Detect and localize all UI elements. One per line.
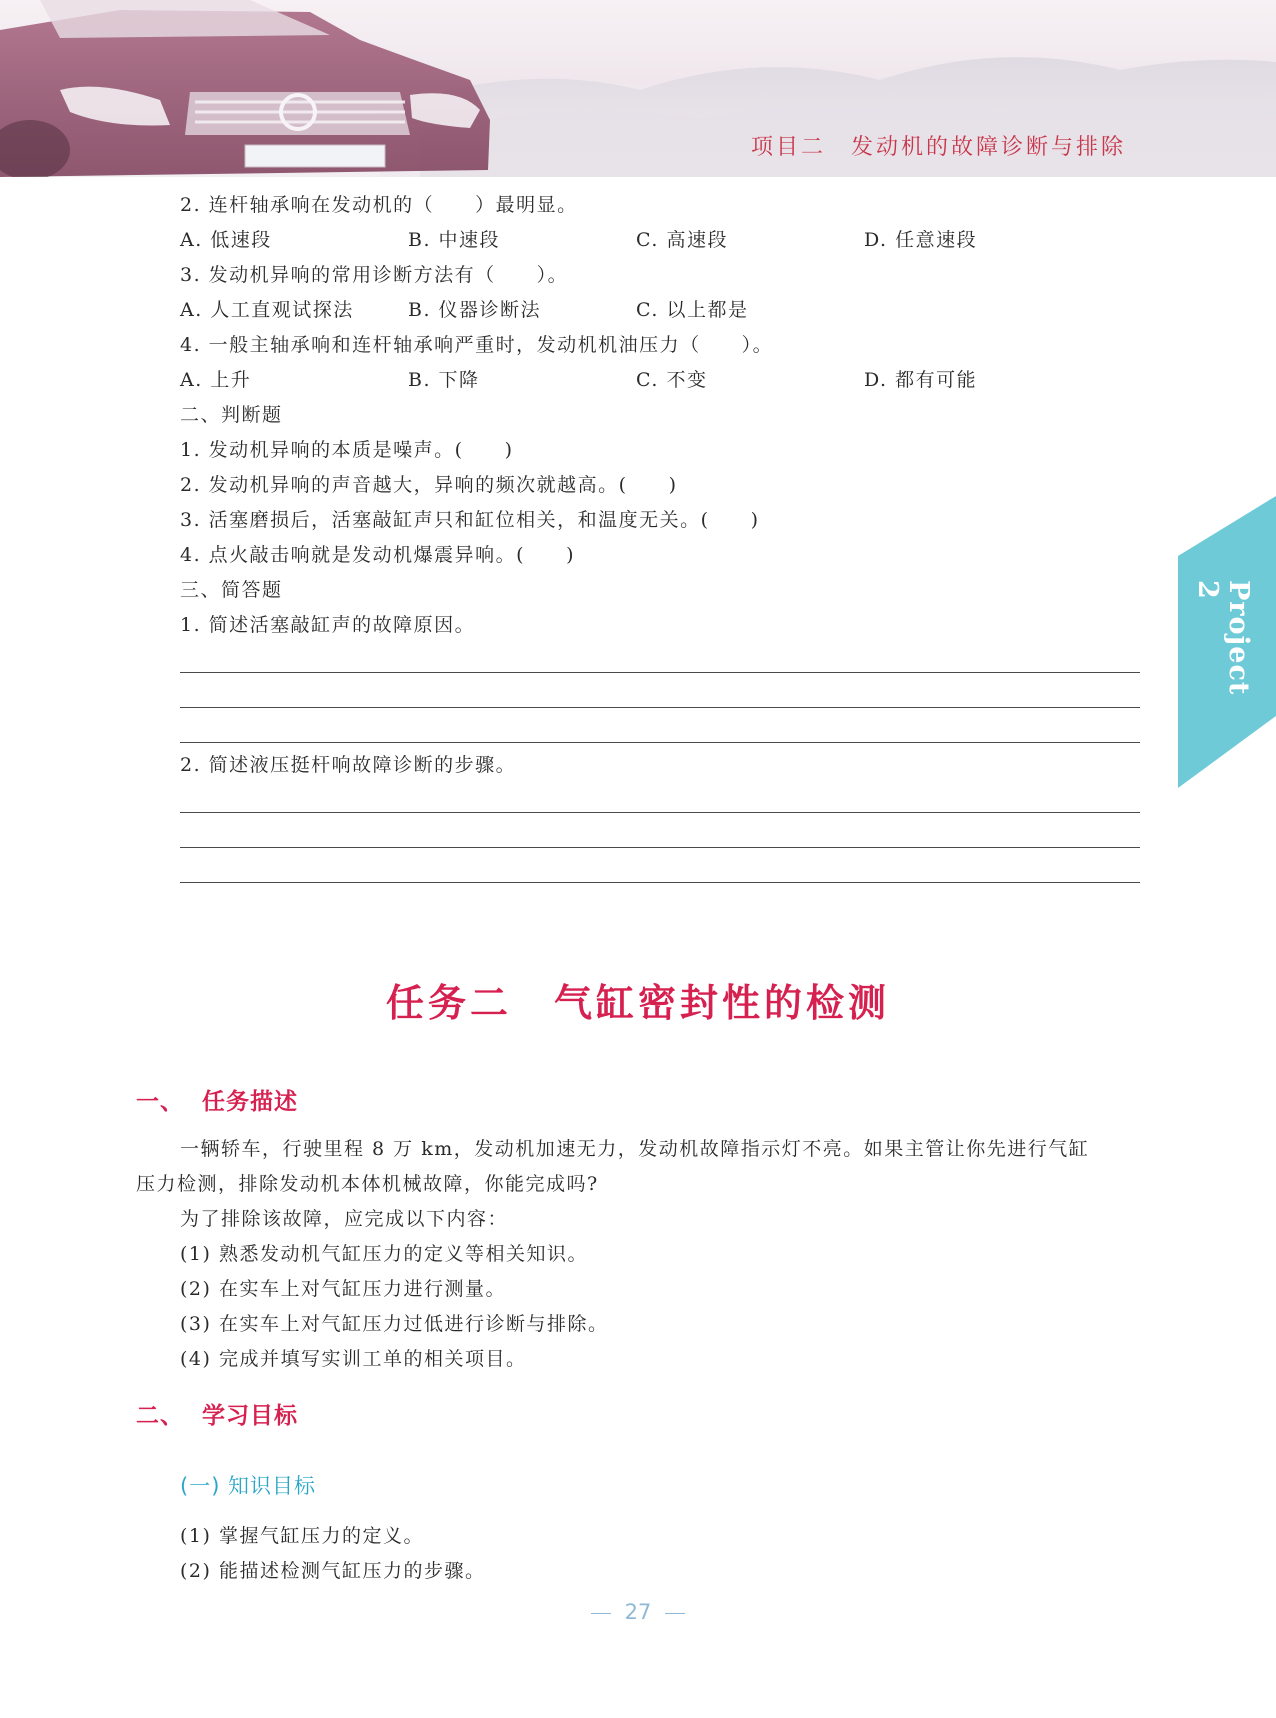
section2-title: 学习目标 (202, 1403, 298, 1429)
option: C. 不变 (636, 369, 708, 391)
section1-title: 任务描述 (202, 1089, 298, 1115)
judge-item: 1. 发动机异响的本质是噪声。( ) (180, 439, 514, 461)
page-number-dash-right (665, 1613, 685, 1614)
answer-line (180, 707, 1140, 708)
option: A. 低速段 (180, 229, 272, 251)
option: D. 都有可能 (864, 369, 978, 391)
question-stem: 3. 发动机异响的常用诊断方法有（ ）。 (180, 264, 569, 286)
short-answer-question: 1. 简述活塞敲缸声的故障原因。 (180, 614, 476, 636)
section2-number: 二、 (136, 1403, 184, 1429)
answer-line (180, 847, 1140, 848)
option: B. 中速段 (408, 229, 501, 251)
option: B. 仪器诊断法 (408, 299, 542, 321)
section1-number: 一、 (136, 1089, 184, 1115)
list-item: (1) 熟悉发动机气缸压力的定义等相关知识。 (180, 1243, 588, 1265)
option: D. 任意速段 (864, 229, 978, 251)
answer-line (180, 672, 1140, 673)
question-stem: 2. 连杆轴承响在发动机的（ ）最明显。 (180, 194, 578, 216)
answer-line (180, 812, 1140, 813)
list-item: (1) 掌握气缸压力的定义。 (180, 1525, 424, 1547)
task-title: 任务二 气缸密封性的检测 (385, 981, 890, 1025)
list-item: (4) 完成并填写实训工单的相关项目。 (180, 1348, 527, 1370)
section2-heading (136, 1397, 298, 1430)
answer-line (180, 742, 1140, 743)
header-title: 项目二 发动机的故障诊断与排除 (750, 135, 1126, 160)
list-item: (2) 在实车上对气缸压力进行测量。 (180, 1278, 506, 1300)
option: A. 人工直观试探法 (180, 299, 354, 321)
list-item: (2) 能描述检测气缸压力的步骤。 (180, 1560, 486, 1582)
paragraph-line: 为了排除该故障，应完成以下内容： (180, 1208, 509, 1230)
option: B. 下降 (408, 369, 480, 391)
subsection-heading: (一) 知识目标 (180, 1474, 317, 1498)
section-heading: 二、判断题 (180, 404, 283, 426)
section-heading: 三、简答题 (180, 579, 283, 601)
page-number-value: 27 (624, 1600, 652, 1624)
option: C. 以上都是 (636, 299, 749, 321)
judge-item: 3. 活塞磨损后，活塞敲缸声只和缸位相关，和温度无关。( ) (180, 509, 760, 531)
side-tab-label: Project 2 (1192, 580, 1254, 696)
short-answer-question: 2. 简述液压挺杆响故障诊断的步骤。 (180, 754, 517, 776)
page-number (0, 1600, 1276, 1624)
section1-heading (136, 1083, 298, 1116)
option: C. 高速段 (636, 229, 728, 251)
page-number-dash-left (591, 1613, 611, 1614)
paragraph-line: 压力检测，排除发动机本体机械故障，你能完成吗? (136, 1173, 599, 1195)
judge-item: 2. 发动机异响的声音越大，异响的频次就越高。( ) (180, 474, 678, 496)
answer-line (180, 882, 1140, 883)
judge-item: 4. 点火敲击响就是发动机爆震异响。( ) (180, 544, 575, 566)
list-item: (3) 在实车上对气缸压力过低进行诊断与排除。 (180, 1313, 609, 1335)
option: A. 上升 (180, 369, 252, 391)
question-stem: 4. 一般主轴承响和连杆轴承响严重时，发动机机油压力（ ）。 (180, 334, 774, 356)
paragraph-line: 一辆轿车，行驶里程 8 万 km，发动机加速无力，发动机故障指示灯不亮。如果主管让你先进行气缸 (180, 1138, 1090, 1160)
